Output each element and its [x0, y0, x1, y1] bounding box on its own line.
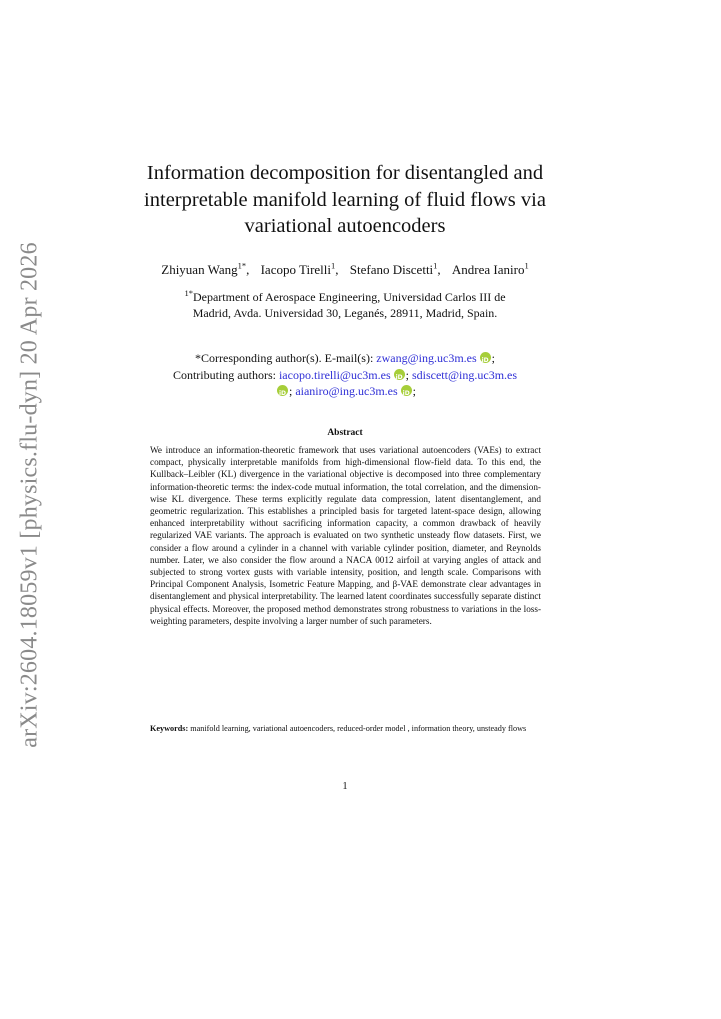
affiliation-mark: 1*	[237, 260, 247, 271]
affiliation-line: Department of Aerospace Engineering, Universidad Carlos III de	[192, 290, 506, 304]
keywords	[150, 723, 541, 734]
arxiv-stamp-text: arXiv:2604.18059v1 [physics.flu-dyn] 20 Apr 2026	[16, 242, 43, 748]
contact-info: *Corresponding author(s). E-mail(s): zwang@ing.uc3m.esiD ; Contributing authors: iacopo.tirelli@uc3m.esiD ; sdiscett@ing.uc3m.es iD; aianiro@ing.uc3m.esiD ;	[130, 350, 560, 400]
title-line: interpretable manifold learning of fluid flows via	[144, 188, 546, 211]
keywords-label: Keywords:	[150, 724, 189, 733]
affiliation-mark: 1*	[184, 288, 193, 298]
title-line: Information decomposition for disentangled and	[146, 162, 544, 184]
author-name: Stefano Discetti	[349, 262, 434, 277]
author-name: Andrea Ianiro	[451, 262, 525, 277]
title-line: variational autoencoders	[244, 215, 446, 237]
author: Stefano Discetti$^1$,	[349, 260, 441, 277]
affiliation	[150, 289, 540, 321]
arxiv-identifier-stamp	[14, 242, 46, 748]
keywords-text: manifold learning, variational autoencoders, reduced-order model , information theory, unsteady flows	[190, 724, 527, 733]
author-name: Zhiyuan Wang	[161, 262, 238, 277]
corresponding-label: *Corresponding author(s). E-mail(s):	[195, 351, 374, 365]
email-link[interactable]: sdiscett@ing.uc3m.es	[411, 367, 518, 382]
email-link[interactable]: iacopo.tirelli@uc3m.es	[278, 367, 391, 382]
abstract-heading: Abstract	[327, 428, 363, 438]
orcid-icon[interactable]	[401, 385, 412, 396]
orcid-icon[interactable]	[394, 369, 405, 380]
orcid-icon[interactable]	[480, 352, 491, 363]
page-number: 1	[342, 781, 348, 792]
author-list	[100, 262, 590, 278]
author-name: Iacopo Tirelli	[260, 262, 332, 277]
affiliation-mark: 1	[433, 260, 438, 271]
author: Iacopo Tirelli$^1$,	[260, 260, 339, 277]
email-link[interactable]: aianiro@ing.uc3m.es	[295, 384, 398, 398]
orcid-icon[interactable]	[277, 385, 288, 396]
affiliation-mark: 1	[331, 260, 336, 271]
abstract-text: We introduce an information-theoretic framework that uses variational autoencoders (VAEs) to extract compact, physically interpretable manifolds from high-dimensional flow-field data. To this end, the Kullback–Leibler (KL) divergence in the variational objective is decomposed into three complementary information-theoretic terms: the index-code mutual information, the total correlation, and the dimension-wise KL divergence. These terms explicitly regulate data compression, latent disentanglement, and geometric regularization. This establishes a principled basis for targeted latent-space design, allowing enhanced interpretability without sacrificing information capacity, a common drawback of heavily regularized VAE variants. The approach is evaluated on two synthetic unsteady flow datasets. First, we consider a flow around a cylinder in a channel with variable cylinder position, diameter, and Reynolds number. Later, we also consider the flow around a NACA 0012 airfoil at varying angles of attack and subjected to strong vortex gusts with variable intensity, position, and length scale. Comparisons with Principal Component Analysis, Isometric Feature Mapping, and β-VAE demonstrate clear advantages in disentanglement and physical interpretability. The learned latent coordinates successfully separate distinct physical effects. Moreover, the proposed method demonstrates strong robustness to variations in the loss-weighting parameters, despite involving a larger number of such parameters.	[150, 445, 541, 626]
affiliation-line: Madrid, Avda. Universidad 30, Leganés, 28911, Madrid, Spain.	[192, 306, 498, 320]
author: Zhiyuan Wang$^{1*}$,	[161, 260, 250, 277]
corresponding-email-link[interactable]: zwang@ing.uc3m.es	[376, 351, 477, 365]
contributing-label: Contributing authors:	[172, 367, 276, 382]
affiliation-mark: 1	[524, 260, 529, 271]
author	[452, 262, 529, 277]
paper-title	[100, 160, 590, 240]
